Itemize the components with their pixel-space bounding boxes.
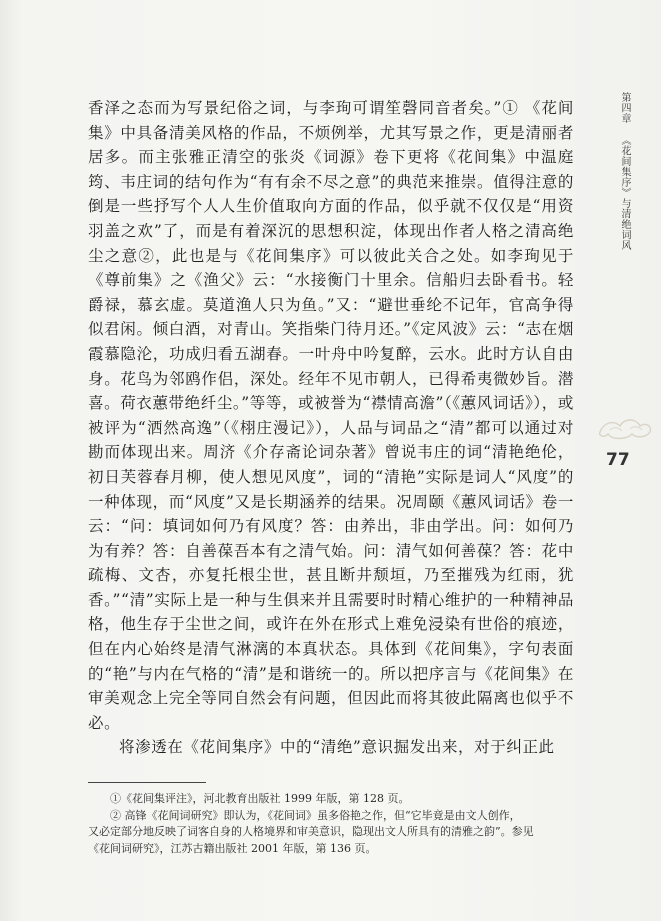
footnote: ①《花间集评注》，河北教育出版社 1999 年版，第 128 页。 (110, 792, 410, 805)
cloud-ornament-icon (596, 412, 654, 444)
chapter-running-head: 第四章 《花间集序》与清绝词风 (619, 92, 630, 251)
footnote: ② 高锋《花间词研究》即认为，《花间词》虽多俗艳之作，但“它毕竟是由文人创作， (110, 808, 521, 822)
body-text (88, 96, 574, 760)
paragraph: 将渗透在《花间集序》中的“清绝”意识掘发出来，对于纠正此 (119, 738, 555, 757)
footnote-continuation: 《花间词研究》，江苏古籍出版社 2001 年版，第 136 页。 (88, 841, 377, 855)
page-number: 77 (606, 450, 630, 470)
footnotes (88, 791, 574, 857)
paragraph: 香泽之态而为写景纪俗之词，与李珣可谓笙磬同音者矣。”① 《花间集》中具备清美风格的作品，不烦例举，尤其写景之作，更是清丽者居多。而主张雅正清空的张炎《词源》卷下更将《花间集》中温庭筠、韦庄词的结句作为“有有余不尽之意”的典范来推崇。值得注意的倒是一些抒写个人人生价值取向方面的作品，似乎就不仅仅是“用资羽盖之欢”了，而是有着深沉的思想积淀，体现出作者人格之清高绝尘之意②，此也是与《花间集序》可以彼此关合之处。如李珣见于《尊前集》之《渔父》云：“水接衡门十里余。信船归去卧看书。轻爵禄，慕玄虚。莫道渔人只为鱼。”又：“避世垂纶不记年，官高争得似君闲。倾白酒，对青山。笑指柴门待月还。”《定风波》云：“志在烟霞慕隐沦，功成归看五湖春。一叶舟中吟复醉，云水。此时方认自由身。花鸟为邻鸥作侣，深处。经年不见市朝人，已得希夷微妙旨。潜喜。荷衣蕙带绝纤尘。”等等，或被誉为“襟情高澹”（《蕙风词话》），或被评为“洒然高逸”（《栩庄漫记》），人品与词品之“清”都可以通过对勘而体现出来。周济《介存斋论词杂著》曾说韦庄的词“清艳绝伦，初日芙蓉春月柳，使人想见风度”，词的“清艳”实际是词人“风度”的一种体现，而“风度”又是长期涵养的结果。况周颐《蕙风词话》卷一云：“问：填词如何乃有风度？答：由养出，非由学出。问：如何乃为有养？答：自善葆吾本有之清气始。问：清气如何善葆？答：花中疏梅、文杏，亦复托根尘世，甚且断井颓垣，乃至摧残为红雨，犹香。”“清”实际上是一种与生俱来并且需要时时精心维护的一种精神品格，他生存于尘世之间，或许在外在形式上难免浸染有世俗的痕迹，但在内心始终是清气淋漓的本真状态。具体到《花间集》，字句表面的“艳”与内在气格的“清”是和谐统一的。所以把序言与《花间集》在审美观念上完全等同自然会有问题，但因此而将其彼此隔离也似乎不必。 (88, 99, 574, 732)
footnote-divider (88, 782, 206, 783)
footnote-continuation: 又必定部分地反映了词客自身的人格境界和审美意识，隐现出文人所具有的清雅之韵”。参见 (88, 825, 534, 838)
